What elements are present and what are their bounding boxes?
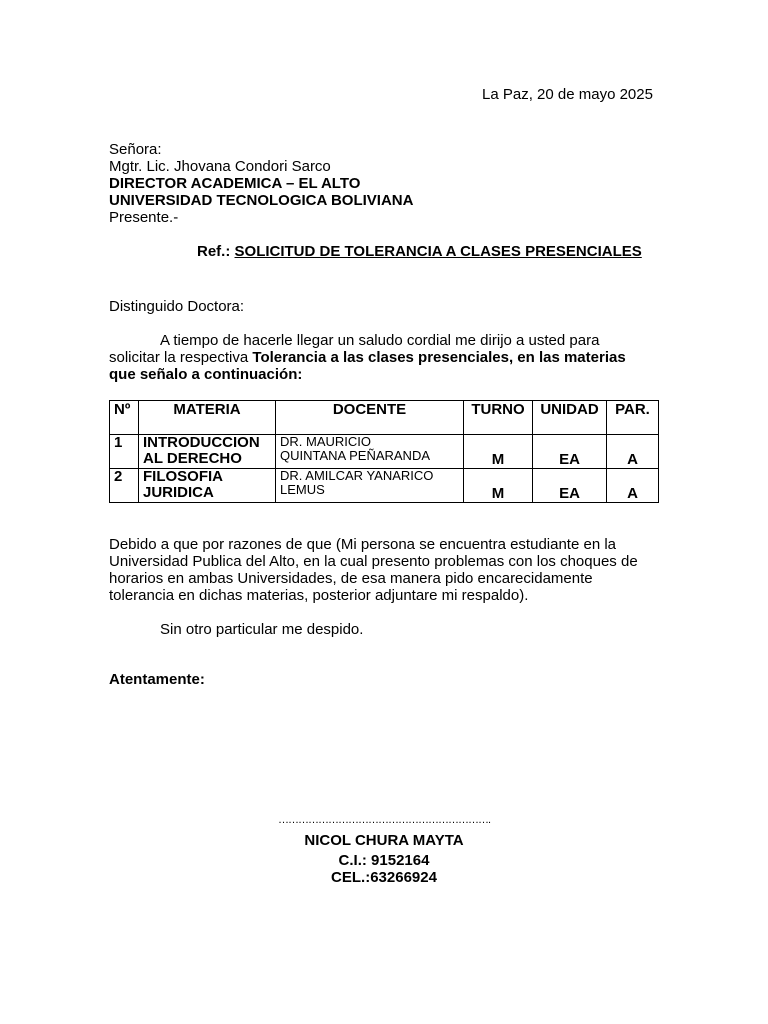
table-row xyxy=(110,435,659,469)
subjects-table xyxy=(109,400,659,503)
body-line-4: tolerancia en dichas materias, posterior adjuntare mi respaldo). xyxy=(109,587,529,604)
reference-line xyxy=(197,243,642,260)
row-unidad: EA xyxy=(533,435,607,469)
intro-line-1: A tiempo de hacerle llegar un saludo cordial me dirijo a usted para xyxy=(160,332,600,349)
row-turno: M xyxy=(464,469,533,503)
table-header-row xyxy=(110,401,659,435)
body-line-3: horarios en ambas Universidades, de esa manera pido encarecidamente xyxy=(109,570,593,587)
signature-cel: CEL.:63266924 xyxy=(331,869,437,886)
header-materia: MATERIA xyxy=(139,401,276,435)
header-par: PAR. xyxy=(607,401,659,435)
recipient-title: DIRECTOR ACADEMICA – EL ALTO xyxy=(109,175,361,192)
row-materia: FILOSOFIA JURIDICA xyxy=(139,469,276,503)
header-unidad: UNIDAD xyxy=(533,401,607,435)
row-par: A xyxy=(607,435,659,469)
row-num: 1 xyxy=(110,435,139,469)
row-num: 2 xyxy=(110,469,139,503)
sign-off: Atentamente: xyxy=(109,671,205,688)
reference-subject: SOLICITUD DE TOLERANCIA A CLASES PRESENCIALES xyxy=(234,243,642,260)
row-docente: DR. MAURICIO QUINTANA PEÑARANDA xyxy=(276,435,464,469)
greeting: Distinguido Doctora: xyxy=(109,298,245,315)
table-row xyxy=(110,469,659,503)
recipient-institution: UNIVERSIDAD TECNOLOGICA BOLIVIANA xyxy=(109,192,414,209)
signature-ci: C.I.: 9152164 xyxy=(338,852,430,869)
body-line-1: Debido a que por razones de que (Mi persona se encuentra estudiante en la xyxy=(109,536,617,553)
recipient-name: Mgtr. Lic. Jhovana Condori Sarco xyxy=(109,158,331,175)
signature-line: ………………………………………………………. xyxy=(277,814,491,826)
row-materia: INTRODUCCION AL DERECHO xyxy=(139,435,276,469)
intro-line-2: solicitar la respectiva Tolerancia a las clases presenciales, en las materias xyxy=(109,349,626,366)
signature-name: NICOL CHURA MAYTA xyxy=(304,832,464,849)
intro-line-3: que señalo a continuación: xyxy=(109,366,303,383)
row-turno: M xyxy=(464,435,533,469)
row-docente: DR. AMILCAR YANARICO LEMUS xyxy=(276,469,464,503)
header-turno: TURNO xyxy=(464,401,533,435)
row-unidad: EA xyxy=(533,469,607,503)
recipient-presente: Presente.- xyxy=(109,209,179,226)
header-docente: DOCENTE xyxy=(276,401,464,435)
row-par: A xyxy=(607,469,659,503)
closing-line: Sin otro particular me despido. xyxy=(160,621,364,638)
body-line-2: Universidad Publica del Alto, en la cual presento problemas con los choques de xyxy=(109,553,638,570)
date-line: La Paz, 20 de mayo 2025 xyxy=(482,86,653,103)
recipient-salutation: Señora: xyxy=(109,141,162,158)
reference-label: Ref.: xyxy=(197,243,231,260)
header-num: Nº xyxy=(110,401,139,435)
